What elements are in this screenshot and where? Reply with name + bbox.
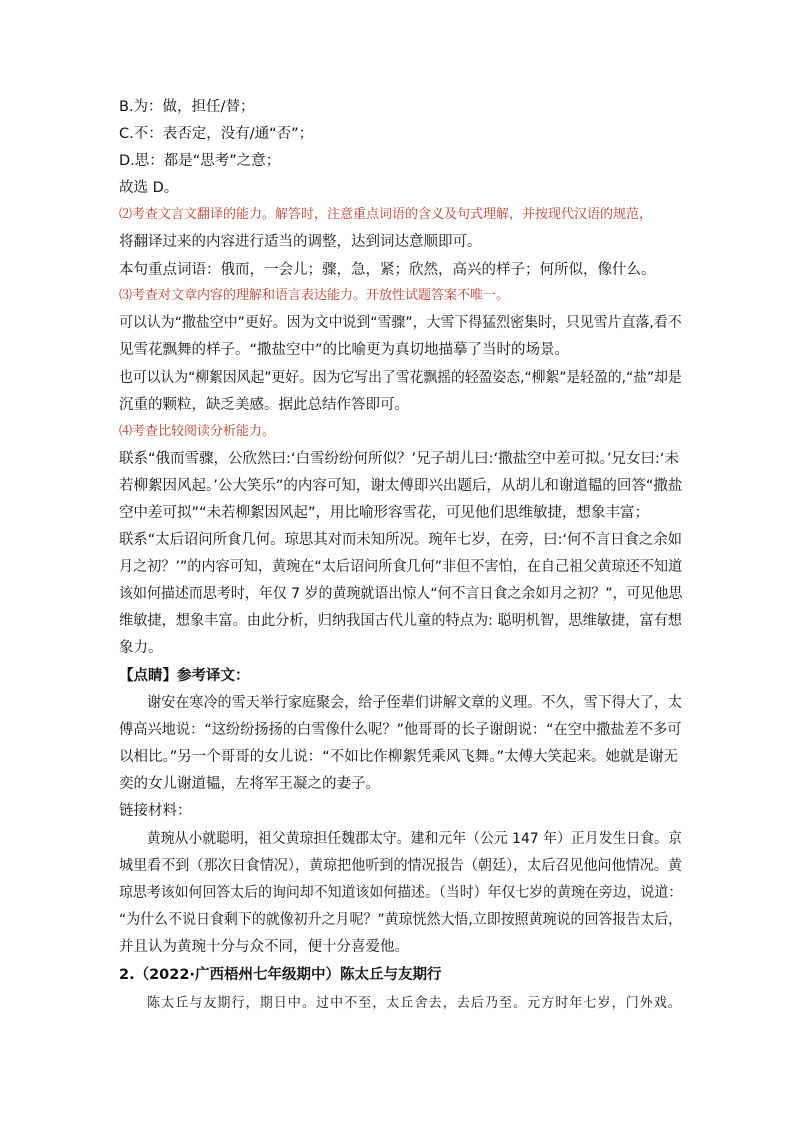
- text-line: 可以认为“撒盐空中”更好。因为文中说到“雪骤”，大雪下得猛烈密集时，只见雪片直落,看不: [119, 315, 682, 331]
- text-line: 月之初？’”的内容可知，黄琬在“太后诏问所食几何”非但不害怕，在自己祖父黄琼还不知道: [119, 559, 683, 575]
- text-line: 该如何描述而思考时，年仅 7 岁的黄琬就语出惊人“何不言日食之余如月之初？”，可见他思: [119, 586, 683, 602]
- commentary-heading: 【点睛】参考译文：: [119, 668, 250, 684]
- text-line: 也可以认为“柳絮因风起”更好。因为它写出了雪花飘摇的轻盈姿态,“柳絮”是轻盈的,“盐”却是: [119, 370, 682, 386]
- text-line: 沉重的颗粒，缺乏美感。据此总结作答即可。: [119, 397, 409, 413]
- text-line: 将翻译过来的内容进行适当的调整，达到词达意顺即可。: [119, 234, 482, 250]
- text-line: 维敏捷，想象丰富。由此分析，归纳我国古代儿童的特点为: 聪明机智，思维敏捷，富有想: [119, 613, 682, 629]
- text-line: 琼思考该如何回答太后的询问却不知道该如何描述。（当时）年仅七岁的黄琬在旁边，说道：: [119, 885, 683, 901]
- text-line: 联系“俄而雪骤，公欣然曰:‘白雪纷纷何所似？’兄子胡儿曰:‘撒盐空中差可拟。’兄女曰:‘未: [119, 451, 679, 467]
- text-line: 故选 D。: [119, 180, 179, 196]
- text-line: 奕的女儿谢道韫，左将军王凝之的妻子。: [119, 776, 380, 792]
- text-line: 以相比。”另一个哥哥的女儿说：“不如比作柳絮凭乘风飞舞。”太傅大笑起来。她就是谢无: [119, 749, 679, 765]
- text-line: 本句重点词语：俄而，一会儿；骤，急，紧；欣然，高兴的样子；何所似，像什么。: [119, 262, 656, 278]
- text-line: B.为：做，担任/替；: [119, 99, 255, 115]
- text-line: 黄琬从小就聪明，祖父黄琼担任魏郡太守。建和元年（公元 147 年）正月发生日食。京: [119, 831, 682, 847]
- text-line: 空中差可拟”“未若柳絮因风起”，用比喻形容雪花，可见他们思维敏捷，想象丰富；: [119, 505, 650, 521]
- text-line: 联系“太后诏问所食几何。琼思其对而未知所况。琬年七岁，在旁，曰:‘何不言日食之余如: [119, 532, 683, 548]
- text-line: 见雪花飘舞的样子。“撒盐空中”的比喻更为真切地描摹了当时的场景。: [119, 342, 570, 358]
- text-line: D.思：都是“思考”之意；: [119, 153, 281, 169]
- text-line: 城里看不到（那次日食情况），黄琼把他听到的情况报告（朝廷），太后召见他问他情况。黄: [119, 858, 683, 874]
- question-title: 2.（2022·广西梧州七年级期中）陈太丘与友期行: [119, 967, 442, 983]
- text-line: “为什么不说日食剩下的就像初升之月呢？”黄琼恍然大悟,立即按照黄琬说的回答报告太后，: [119, 912, 683, 928]
- classical-text-line: 陈太丘与友期行，期日中。过中不至，太丘舍去，去后乃至。元方时年七岁，门外戏。: [119, 995, 683, 1011]
- text-line: 谢安在寒冷的雪天举行家庭聚会，给子侄辈们讲解文章的义理。不久，雪下得大了，太: [119, 695, 683, 711]
- text-line: 傅高兴地说：“这纷纷扬扬的白雪像什么呢？”他哥哥的长子谢朗说：“在空中撒盐差不多可: [119, 722, 682, 738]
- analysis-heading: ⑶考查对文章内容的理解和语言表达能力。开放性试题答案不唯一。: [119, 288, 510, 303]
- analysis-heading: ⑷考查比较阅读分析能力。: [119, 424, 276, 439]
- analysis-heading: ⑵考查文言文翻译的能力。解答时，注意重点词语的含义及句式理解，并按现代汉语的规范，: [119, 207, 653, 222]
- link-heading: 链接材料：: [119, 803, 192, 819]
- text-line: 若柳絮因风起。’公大笑乐”的内容可知，谢太傅即兴出题后，从胡儿和谢道韫的回答“撒盐: [119, 478, 683, 494]
- text-line: 象力。: [119, 640, 163, 656]
- text-line: C.不：表否定，没有/通“否”；: [119, 126, 314, 142]
- text-line: 并且认为黄琬十分与众不同，便十分喜爱他。: [119, 939, 409, 955]
